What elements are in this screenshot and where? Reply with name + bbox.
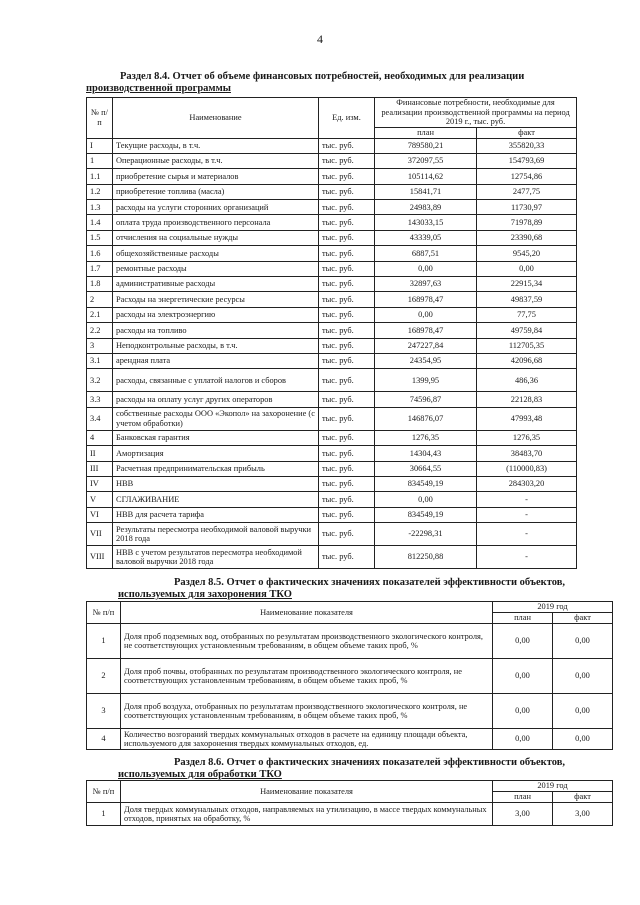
row-fact-value: 154793,69	[477, 153, 577, 168]
section-8-6-heading	[118, 757, 640, 781]
row-number: 1	[87, 153, 113, 168]
table-row	[87, 659, 613, 694]
row-plan-value: 6887,51	[375, 246, 477, 261]
row-fact-value: 47993,48	[477, 407, 577, 430]
row-number: III	[87, 461, 113, 476]
row-unit: тыс. руб.	[319, 153, 375, 168]
row-number: 3.3	[87, 392, 113, 407]
row-unit: тыс. руб.	[319, 369, 375, 392]
row-plan-value: 15841,71	[375, 184, 477, 199]
row-number: V	[87, 492, 113, 507]
row-fact-value: -	[477, 507, 577, 522]
section-8-5-heading	[118, 577, 640, 601]
t2-fact-header: факт	[553, 613, 613, 624]
row-unit: тыс. руб.	[319, 546, 375, 569]
row-fact-value: 486,36	[477, 369, 577, 392]
row-fact-value: 3,00	[553, 803, 613, 826]
row-number: 1.6	[87, 246, 113, 261]
col-fact-header: факт	[477, 127, 577, 138]
row-name: расходы, связанные с уплатой налогов и сборов	[113, 369, 319, 392]
row-fact-value: (110000,83)	[477, 461, 577, 476]
table-row	[87, 461, 577, 476]
table-row	[87, 507, 577, 522]
financial-needs-table	[86, 97, 577, 569]
row-name: Доля проб воздуха, отобранных по результатам производственного экологического контроля, не соответствующих установленным требованиям, в общем объеме таких проб, %	[121, 694, 493, 729]
table-row	[87, 546, 577, 569]
row-name: Банковская гарантия	[113, 430, 319, 445]
row-unit: тыс. руб.	[319, 353, 375, 368]
row-number: 3	[87, 694, 121, 729]
table-row	[87, 169, 577, 184]
row-fact-value: -	[477, 546, 577, 569]
row-plan-value: 0,00	[375, 492, 477, 507]
row-name: Результаты пересмотра необходимой валовой выручки 2018 года	[113, 523, 319, 546]
row-fact-value: 0,00	[553, 659, 613, 694]
row-unit: тыс. руб.	[319, 446, 375, 461]
t3-plan-header: план	[493, 792, 553, 803]
row-unit: тыс. руб.	[319, 215, 375, 230]
table-row	[87, 729, 613, 750]
row-plan-value: 0,00	[375, 307, 477, 322]
table-row	[87, 215, 577, 230]
row-fact-value: 0,00	[477, 261, 577, 276]
row-number: VIII	[87, 546, 113, 569]
row-plan-value: 0,00	[375, 261, 477, 276]
row-name: ремонтные расходы	[113, 261, 319, 276]
row-fact-value: 22915,34	[477, 277, 577, 292]
row-number: 3.4	[87, 407, 113, 430]
row-number: 2.2	[87, 323, 113, 338]
row-fact-value: 71978,89	[477, 215, 577, 230]
row-plan-value: 43339,05	[375, 230, 477, 245]
row-fact-value: 42096,68	[477, 353, 577, 368]
row-name: НВВ для расчета тарифа	[113, 507, 319, 522]
row-name: расходы на оплату услуг других операторов	[113, 392, 319, 407]
row-name: СГЛАЖИВАНИЕ	[113, 492, 319, 507]
section-8-6-heading-tail: используемых для обработки ТКО	[118, 769, 282, 780]
row-name: расходы на услуги сторонних организаций	[113, 200, 319, 215]
section-8-4-heading-tail: производственной программы	[86, 83, 231, 94]
row-fact-value: 355820,33	[477, 138, 577, 153]
financial-needs-body	[87, 138, 577, 569]
disposal-indicators-table	[86, 601, 613, 750]
row-unit: тыс. руб.	[319, 323, 375, 338]
table-row	[87, 323, 577, 338]
row-fact-value: 77,75	[477, 307, 577, 322]
table-row	[87, 338, 577, 353]
row-number: 1.4	[87, 215, 113, 230]
row-number: 2	[87, 292, 113, 307]
row-number: 3.2	[87, 369, 113, 392]
table-row	[87, 307, 577, 322]
table-row	[87, 230, 577, 245]
row-number: 1.3	[87, 200, 113, 215]
row-name: административные расходы	[113, 277, 319, 292]
row-number: 4	[87, 430, 113, 445]
row-plan-value: 1399,95	[375, 369, 477, 392]
row-plan-value: 372097,55	[375, 153, 477, 168]
table-row	[87, 694, 613, 729]
row-unit: тыс. руб.	[319, 230, 375, 245]
row-name: собственные расходы ООО «Экопол» на захоронение (с учетом обработки)	[113, 407, 319, 430]
table-row	[87, 200, 577, 215]
t2-num-header: № п/п	[87, 602, 121, 624]
row-name: расходы на топливо	[113, 323, 319, 338]
row-number: 1.5	[87, 230, 113, 245]
row-number: 1.1	[87, 169, 113, 184]
row-fact-value: -	[477, 523, 577, 546]
t3-year-header: 2019 год	[493, 781, 613, 792]
col-plan-header: план	[375, 127, 477, 138]
row-plan-value: 105114,62	[375, 169, 477, 184]
section-8-6-heading-lead: Раздел 8.6. Отчет о фактических значениях показателей эффективности объектов,	[174, 757, 566, 768]
row-number: II	[87, 446, 113, 461]
row-name: приобретение сырья и материалов	[113, 169, 319, 184]
t2-plan-header: план	[493, 613, 553, 624]
row-fact-value: 49759,84	[477, 323, 577, 338]
row-unit: тыс. руб.	[319, 523, 375, 546]
row-number: 1.2	[87, 184, 113, 199]
row-unit: тыс. руб.	[319, 476, 375, 491]
row-number: 1.8	[87, 277, 113, 292]
page-number: 4	[317, 32, 323, 46]
row-unit: тыс. руб.	[319, 184, 375, 199]
row-fact-value: 284303,20	[477, 476, 577, 491]
col-unit-header: Ед. изм.	[319, 98, 375, 139]
table-row	[87, 138, 577, 153]
col-fin-header: Финансовые потребности, необходимые для реализации производственной программы на период 2019 г., тыс. руб.	[375, 98, 577, 128]
row-name: Расходы на энергетические ресурсы	[113, 292, 319, 307]
row-name: Доля проб подземных вод, отобранных по результатам производственного экологического контроля, не соответствующих установленным требованиям, в общем объеме таких проб, %	[121, 624, 493, 659]
col-name-header: Наименование	[113, 98, 319, 139]
disposal-indicators-body	[87, 624, 613, 750]
row-number: IV	[87, 476, 113, 491]
row-name: НВВ с учетом результатов пересмотра необходимой валовой выручки 2018 года	[113, 546, 319, 569]
row-name: Количество возгораний твердых коммунальных отходов в расчете на единицу площади объекта, используемого для захоронения твердых коммунальных отходов, ед.	[121, 729, 493, 750]
row-fact-value: 0,00	[553, 694, 613, 729]
row-name: расходы на электроэнергию	[113, 307, 319, 322]
section-8-4-heading	[86, 71, 574, 95]
row-plan-value: 32897,63	[375, 277, 477, 292]
table-row	[87, 407, 577, 430]
table-row	[87, 246, 577, 261]
row-plan-value: 168978,47	[375, 292, 477, 307]
row-plan-value: 247227,84	[375, 338, 477, 353]
row-number: VII	[87, 523, 113, 546]
row-unit: тыс. руб.	[319, 338, 375, 353]
row-name: отчисления на социальные нужды	[113, 230, 319, 245]
t3-fact-header: факт	[553, 792, 613, 803]
row-unit: тыс. руб.	[319, 138, 375, 153]
row-number: I	[87, 138, 113, 153]
table-row	[87, 353, 577, 368]
row-number: VI	[87, 507, 113, 522]
row-unit: тыс. руб.	[319, 461, 375, 476]
col-num-header: № п/п	[87, 98, 113, 139]
table-row	[87, 261, 577, 276]
row-number: 2	[87, 659, 121, 694]
row-plan-value: 146876,07	[375, 407, 477, 430]
table-row	[87, 476, 577, 491]
row-plan-value: 834549,19	[375, 476, 477, 491]
row-fact-value: 9545,20	[477, 246, 577, 261]
row-unit: тыс. руб.	[319, 492, 375, 507]
row-number: 3	[87, 338, 113, 353]
t3-num-header: № п/п	[87, 781, 121, 803]
row-plan-value: 0,00	[493, 729, 553, 750]
row-number: 3.1	[87, 353, 113, 368]
row-plan-value: -22298,31	[375, 523, 477, 546]
row-unit: тыс. руб.	[319, 261, 375, 276]
row-name: Неподконтрольные расходы, в т.ч.	[113, 338, 319, 353]
table-row	[87, 803, 613, 826]
row-plan-value: 30664,55	[375, 461, 477, 476]
row-plan-value: 812250,88	[375, 546, 477, 569]
row-name: арендная плата	[113, 353, 319, 368]
row-number: 1	[87, 803, 121, 826]
processing-indicators-table	[86, 780, 613, 826]
row-name: Доля проб почвы, отобранных по результатам производственного экологического контроля, не соответствующих установленным требованиям, в общем объеме таких проб, %	[121, 659, 493, 694]
row-plan-value: 24983,89	[375, 200, 477, 215]
table-row	[87, 430, 577, 445]
row-unit: тыс. руб.	[319, 277, 375, 292]
row-fact-value: 112705,35	[477, 338, 577, 353]
row-name: Амортизация	[113, 446, 319, 461]
row-plan-value: 74596,87	[375, 392, 477, 407]
t3-name-header: Наименование показателя	[121, 781, 493, 803]
row-name: Операционные расходы, в т.ч.	[113, 153, 319, 168]
row-fact-value: 12754,86	[477, 169, 577, 184]
table-row	[87, 292, 577, 307]
row-fact-value: 2477,75	[477, 184, 577, 199]
row-unit: тыс. руб.	[319, 407, 375, 430]
row-plan-value: 0,00	[493, 659, 553, 694]
row-fact-value: 22128,83	[477, 392, 577, 407]
row-unit: тыс. руб.	[319, 292, 375, 307]
row-plan-value: 789580,21	[375, 138, 477, 153]
row-plan-value: 834549,19	[375, 507, 477, 522]
section-8-4-heading-lead: Раздел 8.4. Отчет об объеме финансовых потребностей, необходимых для реализации	[120, 71, 525, 82]
processing-indicators-body	[87, 803, 613, 826]
row-number: 2.1	[87, 307, 113, 322]
table-row	[87, 523, 577, 546]
row-plan-value: 0,00	[493, 624, 553, 659]
section-8-5-heading-lead: Раздел 8.5. Отчет о фактических значениях показателей эффективности объектов,	[174, 577, 566, 588]
row-fact-value: 0,00	[553, 624, 613, 659]
row-unit: тыс. руб.	[319, 307, 375, 322]
row-fact-value: 38483,70	[477, 446, 577, 461]
row-unit: тыс. руб.	[319, 430, 375, 445]
row-plan-value: 24354,95	[375, 353, 477, 368]
table-row	[87, 277, 577, 292]
row-fact-value: -	[477, 492, 577, 507]
row-number: 1	[87, 624, 121, 659]
table-row	[87, 369, 577, 392]
table-row	[87, 446, 577, 461]
row-name: оплата труда производственного персонала	[113, 215, 319, 230]
table-row	[87, 624, 613, 659]
t2-year-header: 2019 год	[493, 602, 613, 613]
row-plan-value: 143033,15	[375, 215, 477, 230]
row-unit: тыс. руб.	[319, 246, 375, 261]
row-number: 4	[87, 729, 121, 750]
row-number: 1.7	[87, 261, 113, 276]
row-name: Текущие расходы, в т.ч.	[113, 138, 319, 153]
row-plan-value: 168978,47	[375, 323, 477, 338]
row-name: приобретение топлива (масла)	[113, 184, 319, 199]
row-fact-value: 0,00	[553, 729, 613, 750]
table-row	[87, 153, 577, 168]
row-name: общехозяйственные расходы	[113, 246, 319, 261]
row-fact-value: 1276,35	[477, 430, 577, 445]
row-unit: тыс. руб.	[319, 200, 375, 215]
row-plan-value: 0,00	[493, 694, 553, 729]
row-unit: тыс. руб.	[319, 507, 375, 522]
table-row	[87, 392, 577, 407]
table-row	[87, 184, 577, 199]
row-unit: тыс. руб.	[319, 169, 375, 184]
row-plan-value: 14304,43	[375, 446, 477, 461]
row-plan-value: 3,00	[493, 803, 553, 826]
row-fact-value: 11730,97	[477, 200, 577, 215]
row-unit: тыс. руб.	[319, 392, 375, 407]
row-name: Доля твердых коммунальных отходов, направляемых на утилизацию, в массе твердых коммунальных отходов, принятых на обработку, %	[121, 803, 493, 826]
t2-name-header: Наименование показателя	[121, 602, 493, 624]
row-name: Расчетная предпринимательская прибыль	[113, 461, 319, 476]
row-fact-value: 49837,59	[477, 292, 577, 307]
table-row	[87, 492, 577, 507]
row-name: НВВ	[113, 476, 319, 491]
row-plan-value: 1276,35	[375, 430, 477, 445]
section-8-5-heading-tail: используемых для захоронения ТКО	[118, 589, 292, 600]
row-fact-value: 23390,68	[477, 230, 577, 245]
